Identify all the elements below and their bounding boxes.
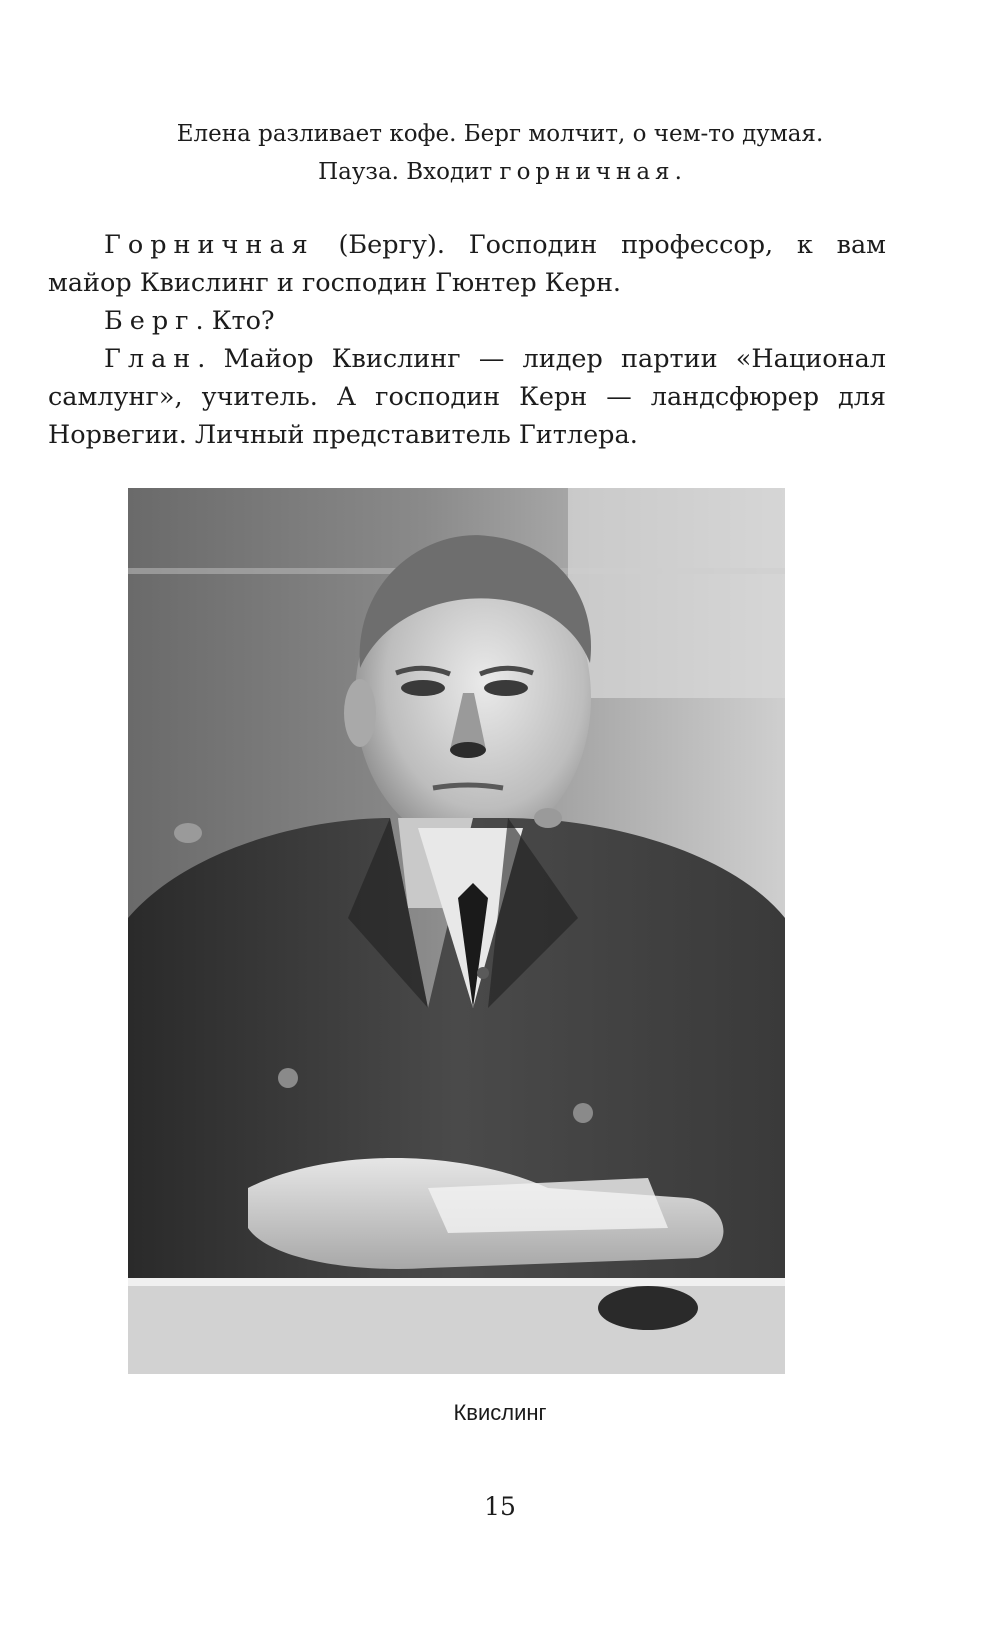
left-eye (401, 680, 445, 696)
portrait-photo (128, 488, 785, 1374)
desk (128, 1278, 785, 1374)
inkwell (598, 1286, 698, 1330)
dialogue-block (48, 226, 886, 454)
right-epaulette-button (534, 808, 562, 828)
portrait-illustration (128, 488, 785, 1374)
stage-directions (0, 115, 1000, 191)
speaker-name: Горничная (104, 230, 315, 260)
dialogue-text: . Кто? (195, 306, 275, 336)
stage-direction-text: Пауза. Входит (318, 159, 500, 185)
speaker-name: Берг (104, 306, 196, 336)
dialogue-text: (Бергу). Господин профессор, к вам майор Квислинг и господин Гюнтер Керн. (48, 230, 886, 298)
stage-direction-line-2 (0, 153, 1000, 191)
page-number: 15 (484, 1492, 516, 1521)
stage-direction-period: . (674, 159, 682, 185)
stage-direction-line-1: Елена разливает кофе. Берг молчит, о чем-то думая. (176, 121, 824, 147)
speaker-name: Глан (104, 344, 198, 374)
right-eye (484, 680, 528, 696)
dialogue-line (48, 340, 886, 454)
dialogue-text: . Майор Квислинг — лидер партии «Национал самлунг», учитель. А господин Керн — ландсфюрер для Норвегии. Личный представитель Гитлера. (48, 344, 886, 450)
stage-direction-character: горничная (499, 159, 675, 185)
dialogue-line (48, 226, 886, 302)
photo-caption: Квислинг (453, 1400, 547, 1425)
dialogue-line (48, 302, 886, 340)
left-epaulette-button (174, 823, 202, 843)
